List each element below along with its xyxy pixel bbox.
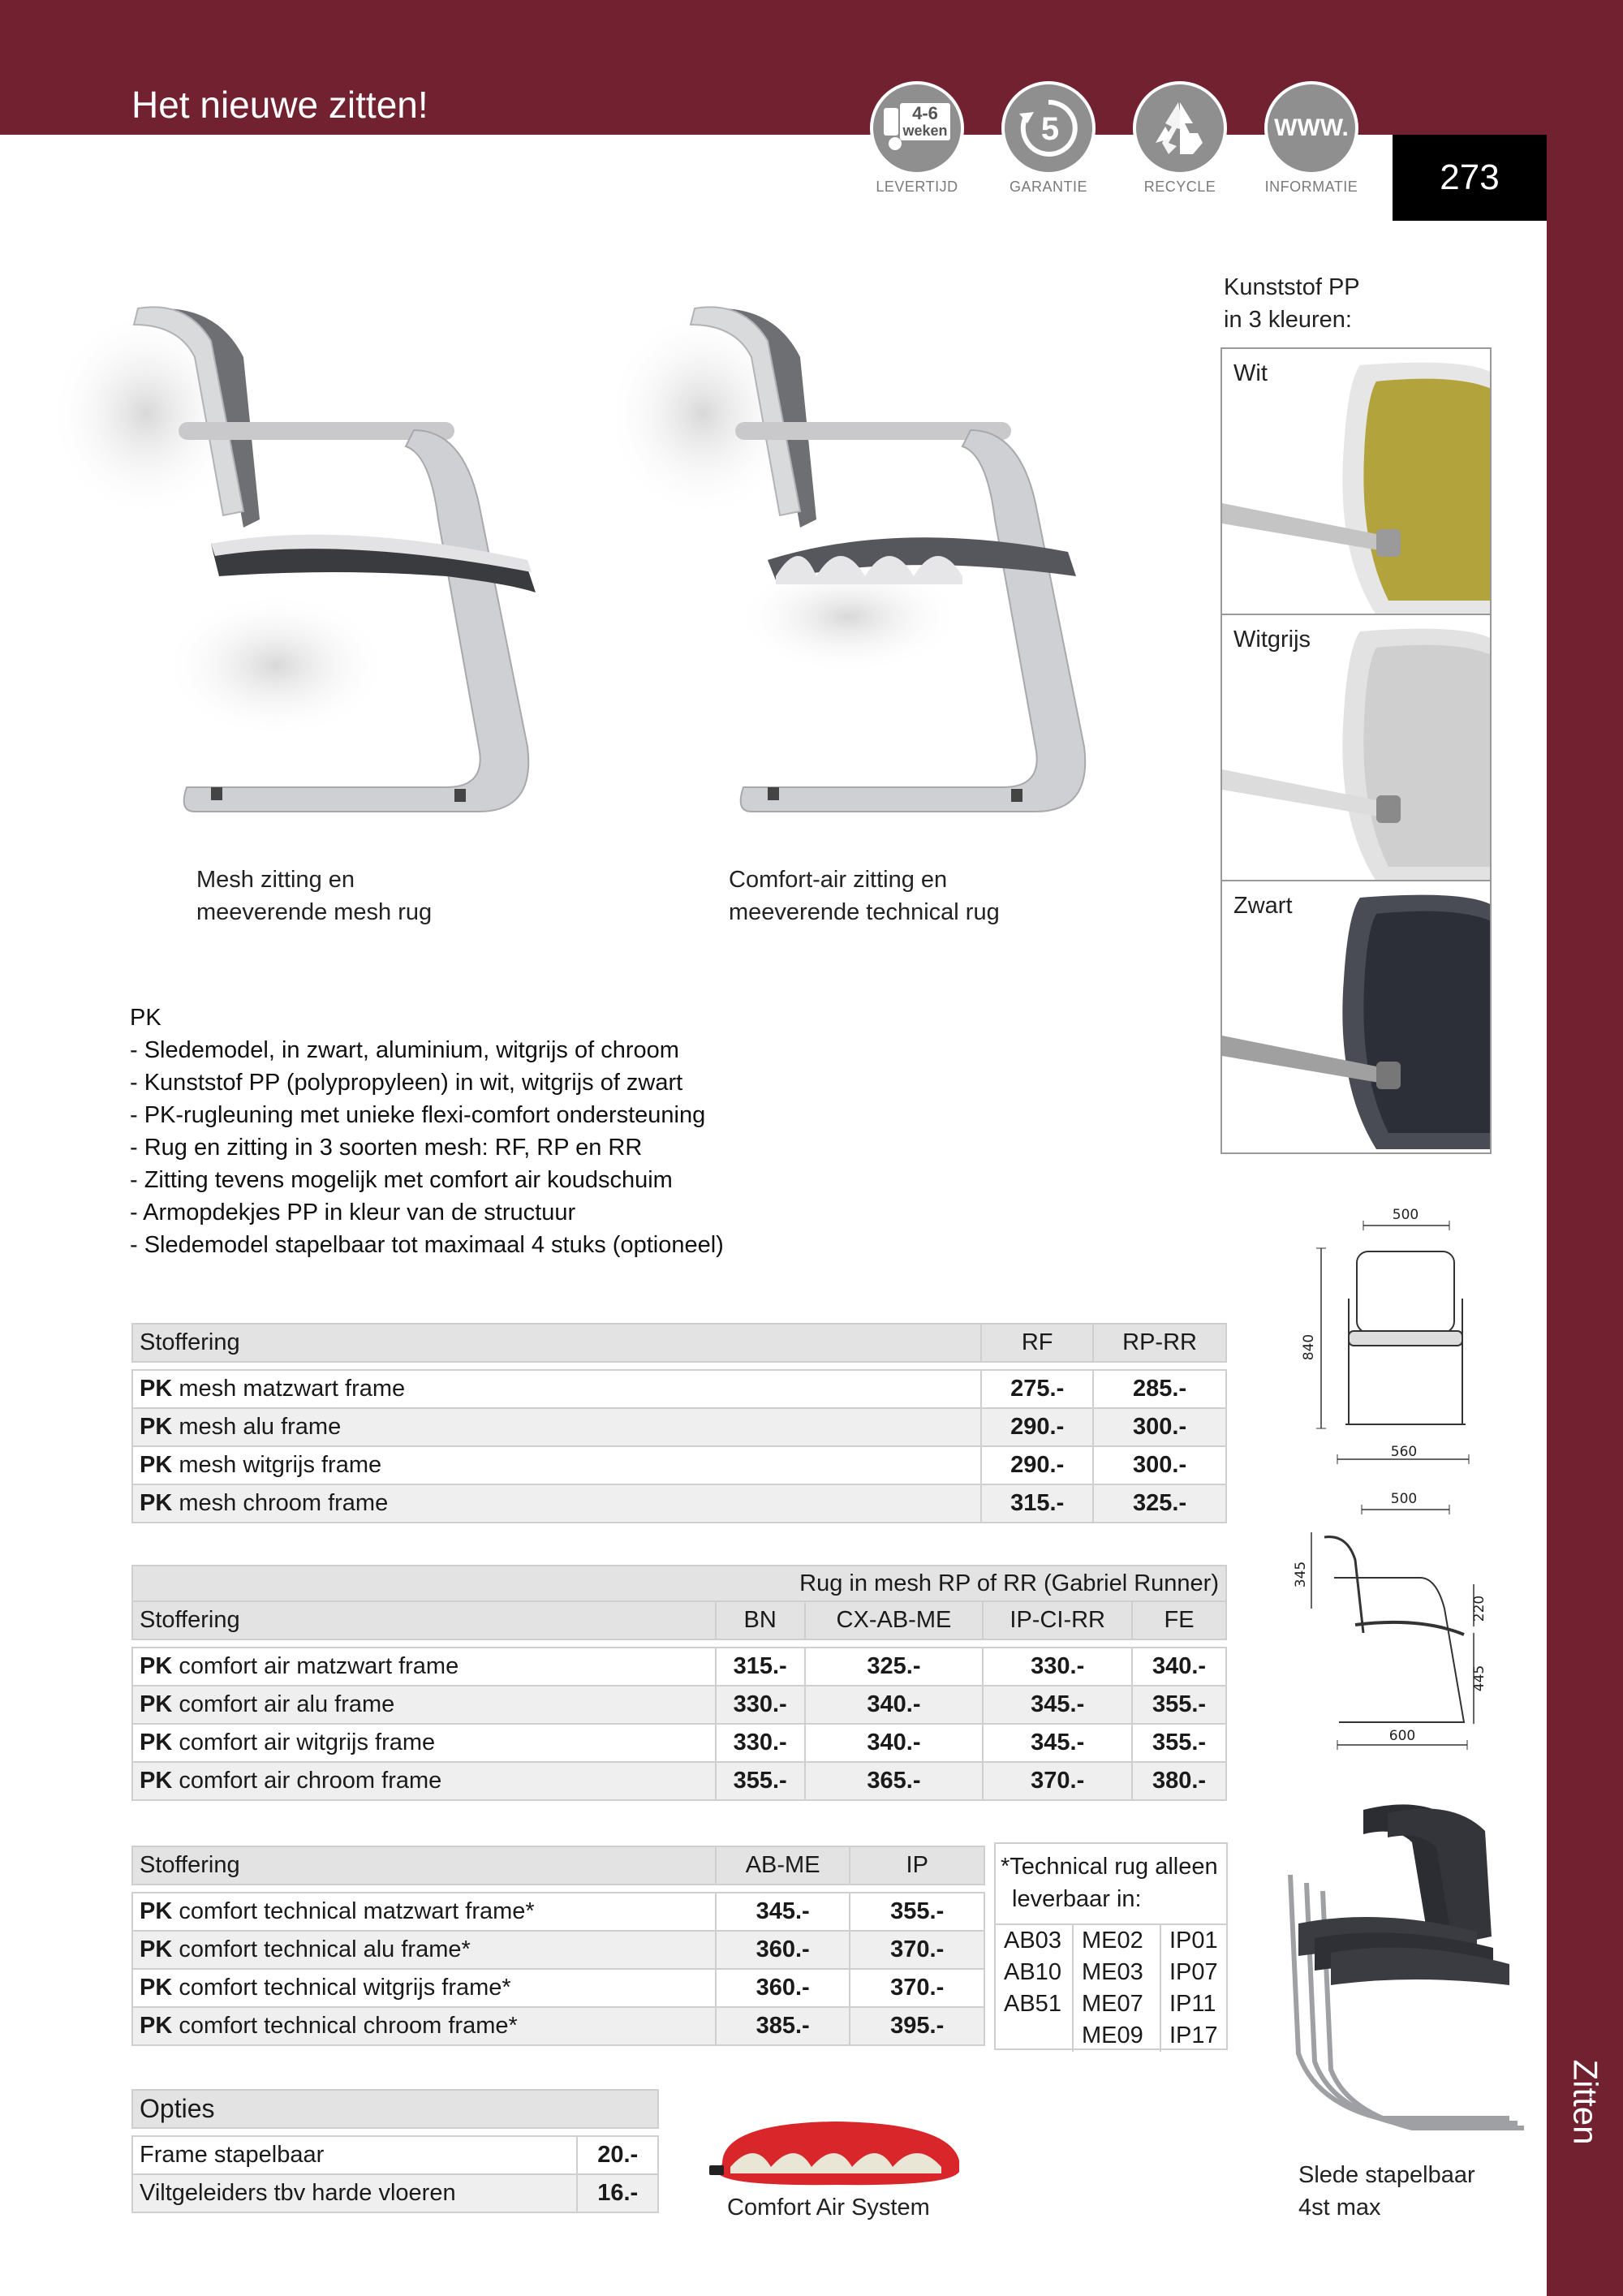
price-table-mesh xyxy=(131,1323,1227,1523)
table-row: Frame stapelbaar 20.- xyxy=(132,2136,658,2174)
svg-text:600: 600 xyxy=(1388,1728,1416,1744)
comfort-air-caption: Comfort Air System xyxy=(727,2195,930,2221)
technical-rug-note: *Technical rug alleen leverbaar in: AB03 ME02 IP01 AB10 ME03 IP07 AB51 ME07 IP11 ME09 IP17 xyxy=(994,1842,1228,2050)
www-icon xyxy=(1271,108,1352,149)
swatch-wit: Wit xyxy=(1222,349,1490,615)
spec-line: - Sledemodel stapelbaar tot maximaal 4 stuks (optioneel) xyxy=(130,1232,724,1258)
svg-text:560: 560 xyxy=(1390,1444,1418,1460)
stack-caption: Slede stapelbaar 4st max xyxy=(1298,2162,1475,2221)
svg-text:4-6: 4-6 xyxy=(912,103,938,123)
table-row: PK mesh chroom frame 315.- 325.- xyxy=(132,1484,1226,1523)
svg-text:345: 345 xyxy=(1293,1561,1309,1588)
svg-text:WWW.: WWW. xyxy=(1274,114,1349,141)
comfort-air-image xyxy=(706,2115,966,2195)
spec-line: - Rug en zitting in 3 soorten mesh: RF, RP en RR xyxy=(130,1135,643,1161)
spec-line: - Sledemodel, in zwart, aluminium, witgrijs of chroom xyxy=(130,1037,679,1063)
table-row: PK comfort technical alu frame* 360.- 370.- xyxy=(132,1931,984,1969)
badge-label: GARANTIE xyxy=(1009,179,1087,195)
delivery-truck-icon xyxy=(882,100,952,157)
chair-mesh-image xyxy=(57,292,544,848)
guarantee-5-icon xyxy=(1016,96,1081,161)
recycle-icon xyxy=(1147,97,1212,159)
product-specs xyxy=(130,1002,724,1261)
recycle-badge xyxy=(1133,81,1227,196)
options-table xyxy=(131,2089,659,2213)
swatch-zwart: Zwart xyxy=(1222,881,1490,1149)
price-table-technical xyxy=(131,1846,985,2046)
svg-text:500: 500 xyxy=(1392,1207,1419,1223)
section-label: Zitten xyxy=(1567,2059,1606,2145)
svg-text:445: 445 xyxy=(1471,1665,1487,1692)
table-row: PK comfort technical witgrijs frame* 360.- 370.- xyxy=(132,1969,984,2007)
technical-codes: AB03 ME02 IP01 AB10 ME03 IP07 AB51 ME07 IP11 ME09 IP17 xyxy=(996,1925,1226,2052)
price-table-comfort-air xyxy=(131,1565,1227,1801)
table-row: Viltgeleiders tbv harde vloeren 16.- xyxy=(132,2174,658,2212)
swatch-wit-color xyxy=(1363,379,1490,601)
guarantee-badge xyxy=(1001,81,1096,196)
svg-text:weken: weken xyxy=(902,123,948,139)
page-number: 273 xyxy=(1393,135,1547,221)
table-row: PK mesh alu frame 290.- 300.- xyxy=(132,1408,1226,1446)
col-header: AB-ME xyxy=(716,1846,850,1885)
table-header: Stoffering xyxy=(132,1601,716,1639)
svg-text:840: 840 xyxy=(1301,1333,1317,1361)
chair-mesh-caption: Mesh zitting en meeverende mesh rug xyxy=(196,867,433,925)
svg-text:220: 220 xyxy=(1471,1595,1487,1622)
table-header: Stoffering xyxy=(132,1846,716,1885)
table-super-header: Rug in mesh RP of RR (Gabriel Runner) xyxy=(132,1566,1226,1601)
table-row: PK comfort air witgrijs frame 330.- 340.- 345.- 355.- xyxy=(132,1724,1226,1762)
colors-title: Kunststof PP in 3 kleuren: xyxy=(1224,274,1360,333)
swatch-witgrijs: Witgrijs xyxy=(1222,615,1490,881)
table-row: PK comfort technical chroom frame* 385.- 395.- xyxy=(132,2007,984,2045)
chair-comfort-caption: Comfort-air zitting en meeverende technical rug xyxy=(729,867,1000,925)
spec-line: - Armopdekjes PP in kleur van de structuur xyxy=(130,1200,576,1226)
table-row: PK comfort air matzwart frame 315.- 325.- 330.- 340.- xyxy=(132,1648,1226,1686)
col-header: RP-RR xyxy=(1093,1324,1226,1362)
table-row: PK mesh witgrijs frame 290.- 300.- xyxy=(132,1446,1226,1484)
table-row: PK comfort air chroom frame 355.- 365.- 370.- 380.- xyxy=(132,1762,1226,1800)
spec-line: - Kunststof PP (polypropyleen) in wit, witgrijs of zwart xyxy=(130,1070,683,1096)
svg-text:5: 5 xyxy=(1040,111,1060,147)
stacked-chairs-image xyxy=(1266,1794,1534,2139)
table-header: Opties xyxy=(132,2090,658,2128)
svg-text:500: 500 xyxy=(1390,1491,1418,1507)
dimension-drawing-front xyxy=(1298,1201,1493,1481)
col-header: CX-AB-ME xyxy=(805,1601,984,1639)
col-header: RF xyxy=(981,1324,1093,1362)
col-header: BN xyxy=(716,1601,805,1639)
col-header: IP xyxy=(850,1846,984,1885)
chair-comfort-image xyxy=(613,292,1100,848)
page-title: Het nieuwe zitten! xyxy=(131,84,428,126)
table-row: PK mesh matzwart frame 275.- 285.- xyxy=(132,1370,1226,1408)
info-badge xyxy=(1264,81,1358,196)
spec-line: - PK-rugleuning met unieke flexi-comfort ondersteuning xyxy=(130,1102,706,1128)
table-row: PK comfort air alu frame 330.- 340.- 345.- 355.- xyxy=(132,1686,1226,1724)
badge-label: INFORMATIE xyxy=(1264,179,1358,195)
col-header: FE xyxy=(1132,1601,1226,1639)
side-band xyxy=(1547,0,1623,2296)
badge-label: RECYCLE xyxy=(1143,179,1216,195)
delivery-badge xyxy=(870,81,964,196)
color-swatches xyxy=(1220,347,1492,1154)
model-name: PK xyxy=(130,1005,161,1031)
col-header: IP-CI-RR xyxy=(983,1601,1132,1639)
dimension-drawing-side xyxy=(1290,1487,1518,1759)
table-header: Stoffering xyxy=(132,1324,981,1362)
table-row: PK comfort technical matzwart frame* 345.- 355.- xyxy=(132,1893,984,1931)
spec-line: - Zitting tevens mogelijk met comfort air koudschuim xyxy=(130,1167,673,1193)
badge-label: LEVERTIJD xyxy=(876,179,958,195)
